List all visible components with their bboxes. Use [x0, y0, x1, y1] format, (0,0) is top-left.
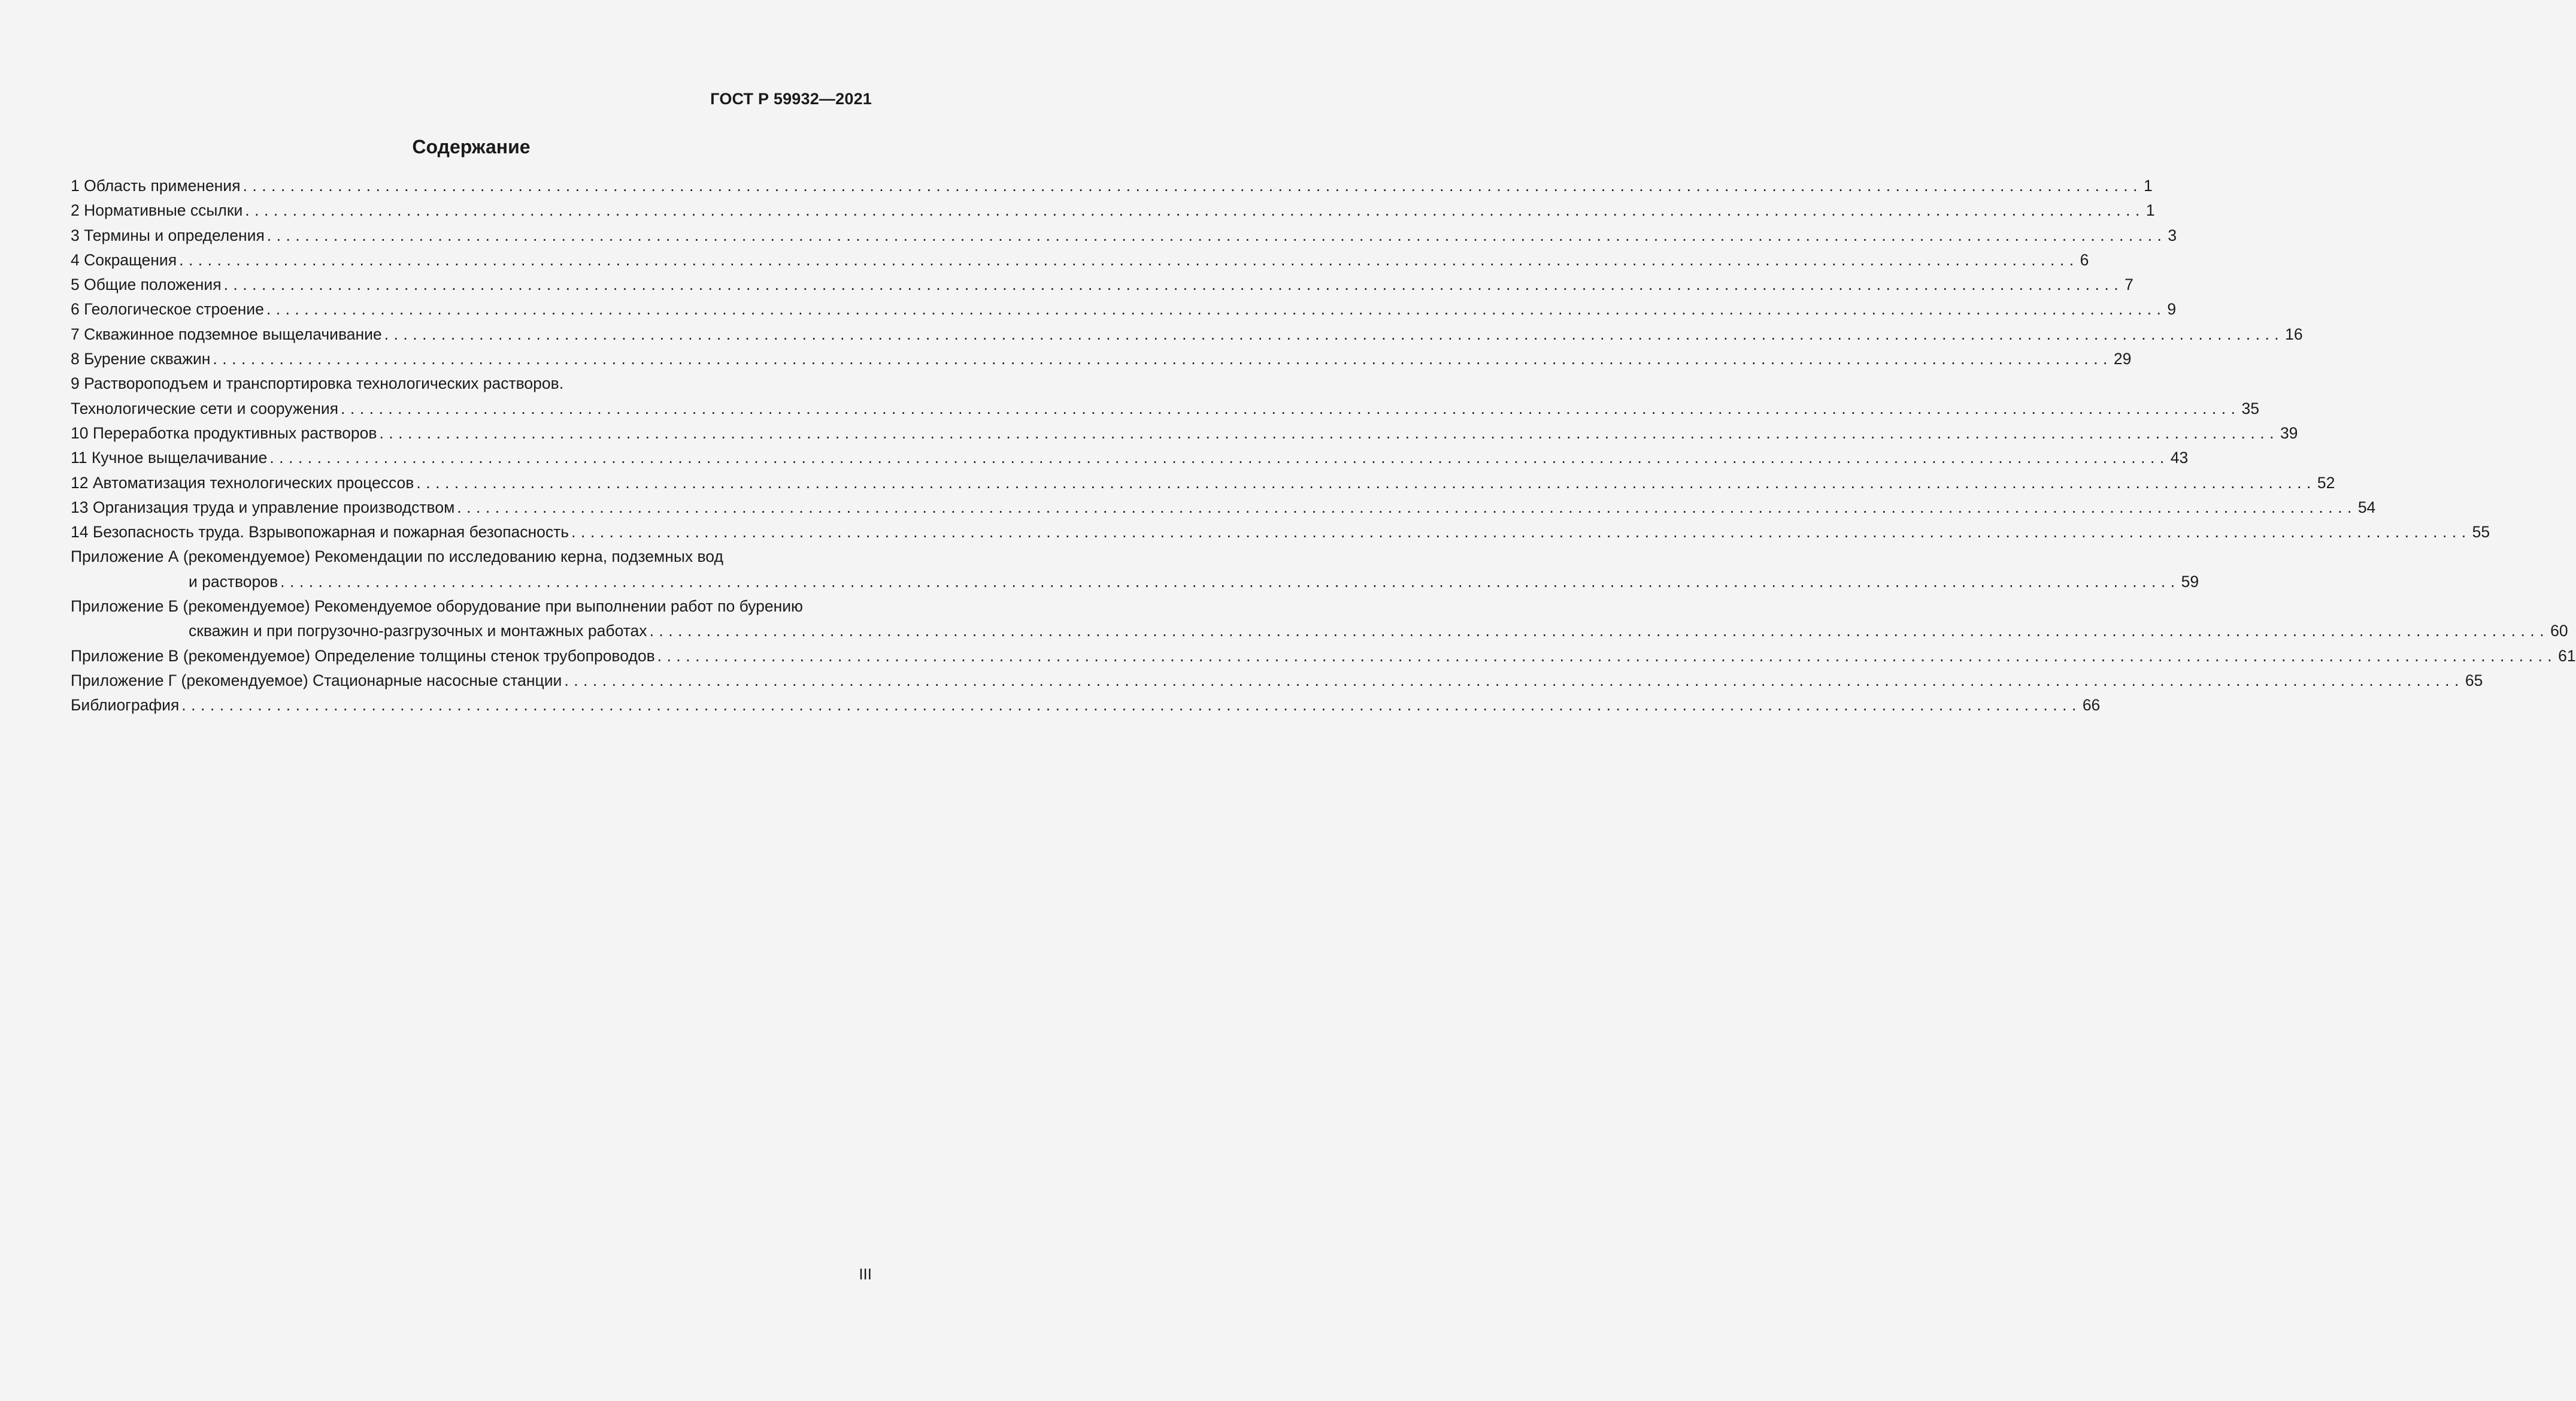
- toc-entry-13[interactable]: [71, 495, 2376, 520]
- toc-entry-3[interactable]: [71, 223, 2177, 248]
- toc-leader-dots: ........................................................................................................................................................................................................: [266, 226, 2167, 244]
- toc-entry-page: 3: [2168, 226, 2177, 244]
- toc-entry-text: 13 Организация труда и управление производством: [71, 498, 455, 516]
- toc-entry-text: скважин и при погрузочно-разгрузочных и монтажных работах: [189, 622, 647, 640]
- toc-entry-text: 11 Кучное выщелачивание: [71, 449, 268, 467]
- toc-entry-page: 66: [2082, 696, 2101, 715]
- toc-entry-first-line: 9 Раствороподъем и транспортировка технологических растворов.: [71, 374, 564, 393]
- toc-title: Содержание: [412, 136, 531, 158]
- table-of-contents: [71, 174, 2576, 718]
- toc-entry-page: 54: [2357, 498, 2376, 516]
- page-number: III: [859, 1265, 872, 1283]
- toc-entry-text: 12 Автоматизация технологических процессов: [71, 473, 414, 492]
- toc-entry-2[interactable]: [71, 198, 2155, 223]
- toc-leader-dots: ........................................................................................................................................................................................................: [280, 572, 2180, 591]
- toc-entry-text: Технологические сети и сооружения: [71, 399, 338, 417]
- toc-entry-text: и растворов: [189, 572, 278, 591]
- toc-entry-appendix-b[interactable]: [71, 594, 2568, 644]
- toc-leader-dots: ........................................................................................................................................................................................................: [179, 250, 2079, 269]
- toc-entry-text: 10 Переработка продуктивных растворов: [71, 423, 377, 442]
- toc-leader-dots: ........................................................................................................................................................................................................: [213, 350, 2113, 368]
- toc-entry-5[interactable]: [71, 273, 2133, 297]
- toc-entry-page: 59: [2181, 572, 2199, 591]
- toc-entry-appendix-v[interactable]: [71, 644, 2576, 668]
- toc-entry-page: 35: [2241, 399, 2259, 417]
- toc-leader-dots: ........................................................................................................................................................................................................: [245, 201, 2145, 220]
- toc-entry-page: 16: [2285, 325, 2303, 343]
- toc-entry-text: 14 Безопасность труда. Взрывопожарная и пожарная безопасность: [71, 523, 569, 541]
- toc-entry-page: 55: [2472, 523, 2490, 541]
- toc-entry-4[interactable]: [71, 248, 2089, 273]
- toc-entry-text: 5 Общие положения: [71, 276, 222, 294]
- toc-entry-1[interactable]: [71, 174, 2153, 198]
- toc-entry-text: 6 Геологическое строение: [71, 300, 264, 319]
- toc-entry-page: 1: [2145, 201, 2155, 220]
- toc-entry-7[interactable]: [71, 322, 2303, 347]
- toc-entry-first-line: Приложение Б (рекомендуемое) Рекомендуемое оборудование при выполнении работ по бурению: [71, 597, 803, 616]
- toc-entry-page: 60: [2550, 622, 2568, 640]
- toc-entry-text: Приложение Г (рекомендуемое) Стационарные насосные станции: [71, 671, 562, 689]
- toc-leader-dots: ........................................................................................................................................................................................................: [649, 622, 2550, 640]
- toc-entry-text: 4 Сокращения: [71, 250, 177, 269]
- toc-entry-14[interactable]: [71, 520, 2490, 544]
- toc-leader-dots: ........................................................................................................................................................................................................: [243, 177, 2142, 195]
- toc-leader-dots: ........................................................................................................................................................................................................: [181, 696, 2081, 715]
- toc-entry-text: 2 Нормативные ссылки: [71, 201, 243, 220]
- toc-entry-appendix-a[interactable]: [71, 544, 2199, 594]
- toc-entry-page: 65: [2465, 671, 2483, 689]
- toc-entry-page: 61: [2558, 646, 2576, 665]
- toc-entry-12[interactable]: [71, 471, 2335, 495]
- toc-entry-page: 6: [2080, 250, 2089, 269]
- toc-entry-page: 1: [2143, 177, 2153, 195]
- toc-entry-appendix-g[interactable]: [71, 668, 2483, 693]
- toc-entry-text: Библиография: [71, 696, 180, 715]
- toc-entry-10[interactable]: [71, 421, 2298, 446]
- toc-leader-dots: ........................................................................................................................................................................................................: [266, 300, 2166, 319]
- toc-entry-text: Приложение В (рекомендуемое) Определение толщины стенок трубопроводов: [71, 646, 655, 665]
- toc-leader-dots: ........................................................................................................................................................................................................: [223, 276, 2124, 294]
- toc-entry-page: 29: [2113, 350, 2132, 368]
- toc-leader-dots: ........................................................................................................................................................................................................: [379, 423, 2279, 442]
- toc-entry-page: 52: [2317, 473, 2335, 492]
- toc-entry-text: 7 Скважинное подземное выщелачивание: [71, 325, 382, 343]
- toc-entry-11[interactable]: [71, 446, 2189, 470]
- toc-entry-text: 8 Бурение скважин: [71, 350, 211, 368]
- toc-leader-dots: ........................................................................................................................................................................................................: [416, 473, 2316, 492]
- toc-entry-6[interactable]: [71, 297, 2177, 322]
- toc-entry-first-line: Приложение А (рекомендуемое) Рекомендации по исследованию керна, подземных вод: [71, 547, 723, 566]
- toc-leader-dots: ........................................................................................................................................................................................................: [341, 399, 2241, 417]
- toc-entry-text: 1 Область применения: [71, 177, 241, 195]
- toc-entry-9[interactable]: [71, 371, 2259, 421]
- document-code: ГОСТ Р 59932—2021: [710, 90, 872, 108]
- toc-entry-page: 39: [2280, 423, 2298, 442]
- toc-entry-text: 3 Термины и определения: [71, 226, 265, 244]
- toc-entry-page: 43: [2170, 449, 2189, 467]
- toc-leader-dots: ........................................................................................................................................................................................................: [384, 325, 2284, 343]
- toc-entry-bibliography[interactable]: [71, 693, 2101, 718]
- toc-entry-8[interactable]: [71, 347, 2132, 371]
- toc-leader-dots: ........................................................................................................................................................................................................: [269, 449, 2169, 467]
- toc-leader-dots: ........................................................................................................................................................................................................: [457, 498, 2357, 516]
- toc-leader-dots: ........................................................................................................................................................................................................: [657, 646, 2557, 665]
- toc-entry-page: 7: [2125, 276, 2133, 294]
- toc-entry-page: 9: [2167, 300, 2177, 319]
- toc-leader-dots: ........................................................................................................................................................................................................: [571, 523, 2471, 541]
- toc-leader-dots: ........................................................................................................................................................................................................: [564, 671, 2464, 689]
